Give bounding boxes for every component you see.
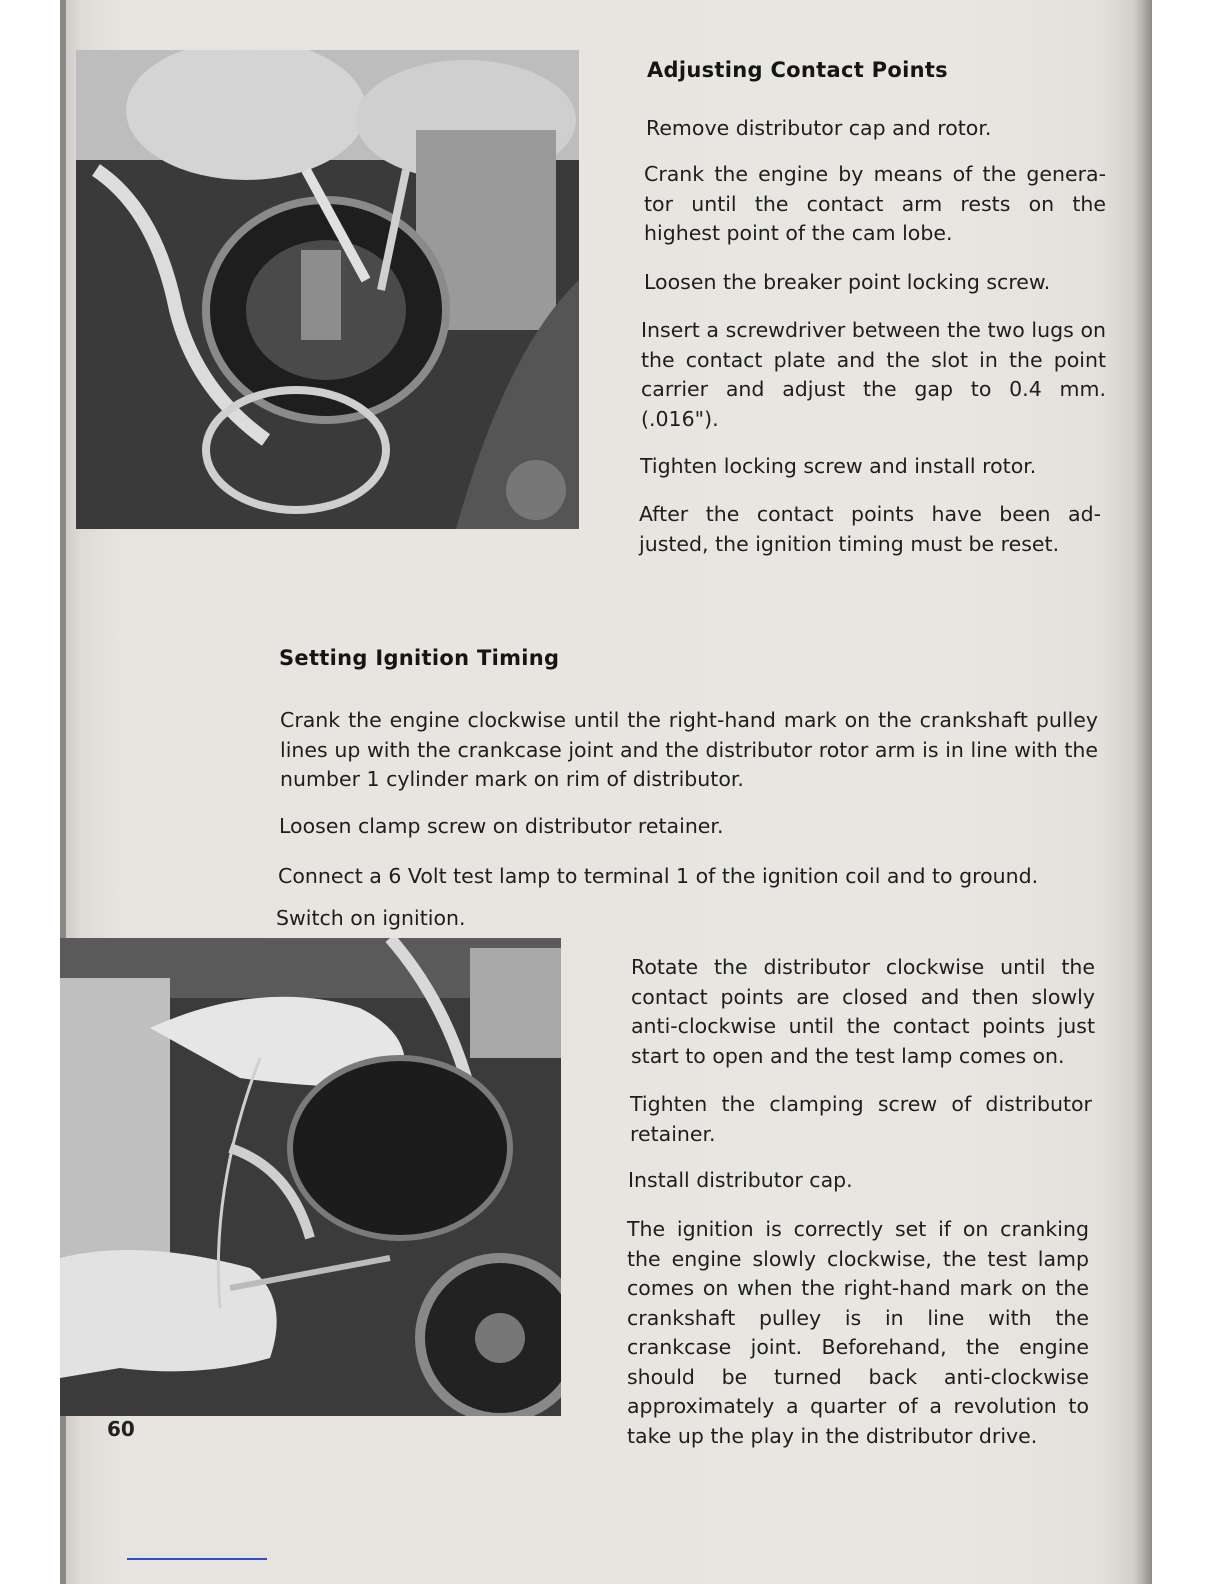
paragraph-after-adjust: After the contact points have been ad-justed, the ignition timing must be reset. <box>639 502 1101 556</box>
paragraph-rotate-distributor: Rotate the distributor clockwise until the contact points are closed and then slowly anti-clockwise until the contact points just start to open and the test lamp comes on. <box>631 955 1095 1068</box>
paragraph-crank-clockwise: Crank the engine clockwise until the right-hand mark on the crankshaft pulley lines up with the crankcase joint and the distributor rotor arm is in line with the number 1 cylinder mark on rim of distributor. <box>280 708 1098 791</box>
page-number: 60 <box>107 1417 135 1441</box>
paragraph-insert-screwdriver: Insert a screwdriver between the two lugs on the contact plate and the slot in the point carrier and adjust the gap to 0.4 mm. (.016"). <box>641 318 1106 431</box>
heading-adjusting-contact-points: Adjusting Contact Points <box>647 58 948 82</box>
photo-adjusting-contact-points <box>76 50 579 529</box>
bottom-line-decoration <box>127 1558 267 1560</box>
paragraph-loosen-clamp: Loosen clamp screw on distributor retainer. <box>279 814 724 838</box>
paragraph-ignition-correct: The ignition is correctly set if on cranking the engine slowly clockwise, the test lamp comes on when the right-hand mark on the crankshaft pulley is in line with the crankcase joint. Beforehand, the engine should be turned back anti-clockwise approximately a quarter of a revolution to take up the play in the distributor drive. <box>627 1217 1089 1448</box>
paragraph-tighten-rotor: Tighten locking screw and install rotor. <box>640 454 1037 478</box>
paragraph-tighten-clamp: Tighten the clamping screw of distributor retainer. <box>630 1092 1092 1146</box>
paragraph-switch-ignition: Switch on ignition. <box>276 906 466 930</box>
paragraph-remove-cap: Remove distributor cap and rotor. <box>646 116 992 140</box>
paragraph-loosen-screw: Loosen the breaker point locking screw. <box>644 270 1051 294</box>
paragraph-connect-lamp: Connect a 6 Volt test lamp to terminal 1 of the ignition coil and to ground. <box>278 864 1039 888</box>
heading-setting-ignition-timing: Setting Ignition Timing <box>279 646 560 670</box>
page-edge-shadow <box>1134 0 1152 1584</box>
paragraph-crank-engine: Crank the engine by means of the genera-tor until the contact arm rests on the highest point of the cam lobe. <box>644 162 1106 245</box>
photo-setting-ignition-timing <box>60 938 561 1416</box>
paragraph-install-cap: Install distributor cap. <box>628 1168 853 1192</box>
